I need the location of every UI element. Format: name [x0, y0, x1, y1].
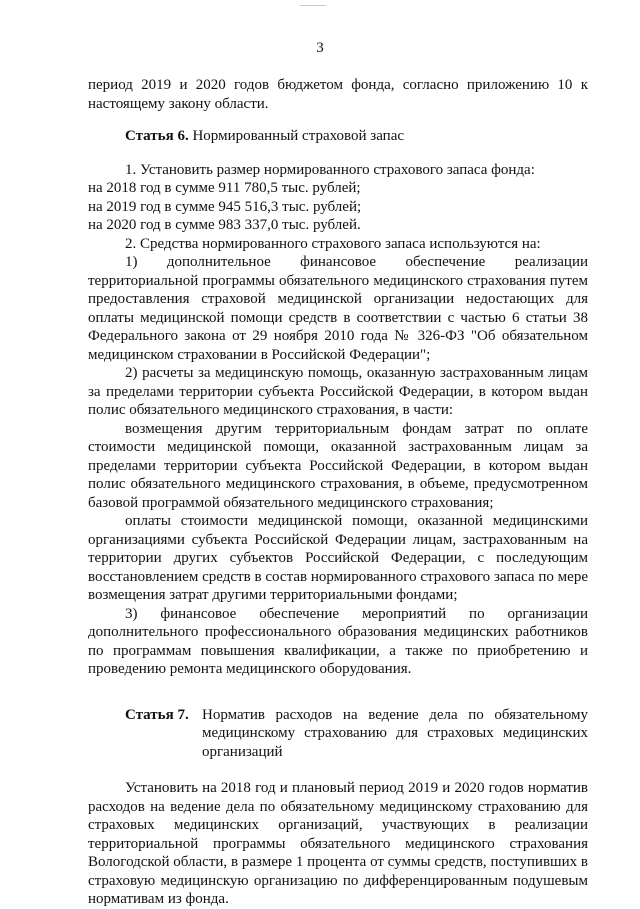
- document-body: [88, 76, 588, 909]
- article6-paragraph-1: 1. Установить размер нормированного страхового запаса фонда:: [125, 161, 535, 178]
- article5-continuation: период 2019 и 2020 годов бюджетом фонда, согласно приложению 10 к настоящему закону области.: [88, 77, 588, 112]
- reserve-amount-2018: на 2018 год в сумме 911 780,5 тыс. рублей;: [88, 180, 361, 196]
- article6-item-3: 3) финансовое обеспечение мероприятий по организации дополнительного профессионального образования медицинских работников по программам повышения квалификации, а также по приобретению и проведению ремонта медицинского оборудования.: [88, 605, 588, 677]
- article6-item-2: 2) расчеты за медицинскую помощь, оказанную застрахованным лицам за пределами территории субъекта Российской Федерации, в котором выдан полис обязательного медицинского страхования, в части:: [88, 365, 588, 418]
- article6-title: Нормированный страховой запас: [188, 128, 405, 144]
- article6-paragraph-2: 2. Средства нормированного страхового запаса используются на:: [125, 235, 541, 252]
- article7-heading: [88, 706, 588, 762]
- article6-item-2-reimbursement: возмещения другим территориальным фондам затрат по оплате стоимости медицинской помощи, оказанной застрахованным лицам за пределами территории субъекта Российской Федерации, в котором выдан полис обязательного медицинского страхования, в объеме, предусмотренном базовой программой обязательного медицинского страхования;: [88, 420, 588, 511]
- article6-item-1: 1) дополнительное финансовое обеспечение реализации территориальной программы обязательного медицинского страхования путем предоставления страховой медицинской организации недостающих для оплаты медицинской помощи средств в соответствии с частью 6 статьи 38 Федерального закона от 29 ноября 2010 года № 326-ФЗ "Об обязательном медицинском страховании в Российской Федерации";: [88, 254, 588, 363]
- article6-heading: [88, 127, 588, 146]
- article6-label: Статья 6.: [125, 128, 189, 144]
- scan-top-mark: [300, 0, 326, 6]
- article7-label: Статья 7.: [125, 706, 189, 723]
- reserve-amount-2020: на 2020 год в сумме 983 337,0 тыс. рублей.: [88, 217, 361, 233]
- page-number: 3: [316, 40, 324, 56]
- article6-item-2-payment: оплаты стоимости медицинской помощи, оказанной медицинскими организациями субъекта Российской Федерации лицам, застрахованным на территории других субъектов Российской Федерации, с последующим восстановлением средств в состав нормированного страхового запаса по мере возмещения затрат другими территориальными фондами;: [88, 513, 588, 603]
- article7-text: Установить на 2018 год и плановый период 2019 и 2020 годов норматив расходов на ведение дела по обязательному медицинскому страхованию для страховых медицинских организаций, участвующих в реализации территориальной программы обязательного медицинского страхования Вологодской области, в размере 1 процента от суммы средств, поступивших в страховую медицинскую организацию по дифференцированным подушевым нормативам из фонда.: [88, 780, 588, 907]
- reserve-amount-2019: на 2019 год в сумме 945 516,3 тыс. рублей;: [88, 198, 362, 215]
- article7-title: Норматив расходов на ведение дела по обязательному медицинскому страхованию для страховых медицинских организаций: [202, 706, 588, 760]
